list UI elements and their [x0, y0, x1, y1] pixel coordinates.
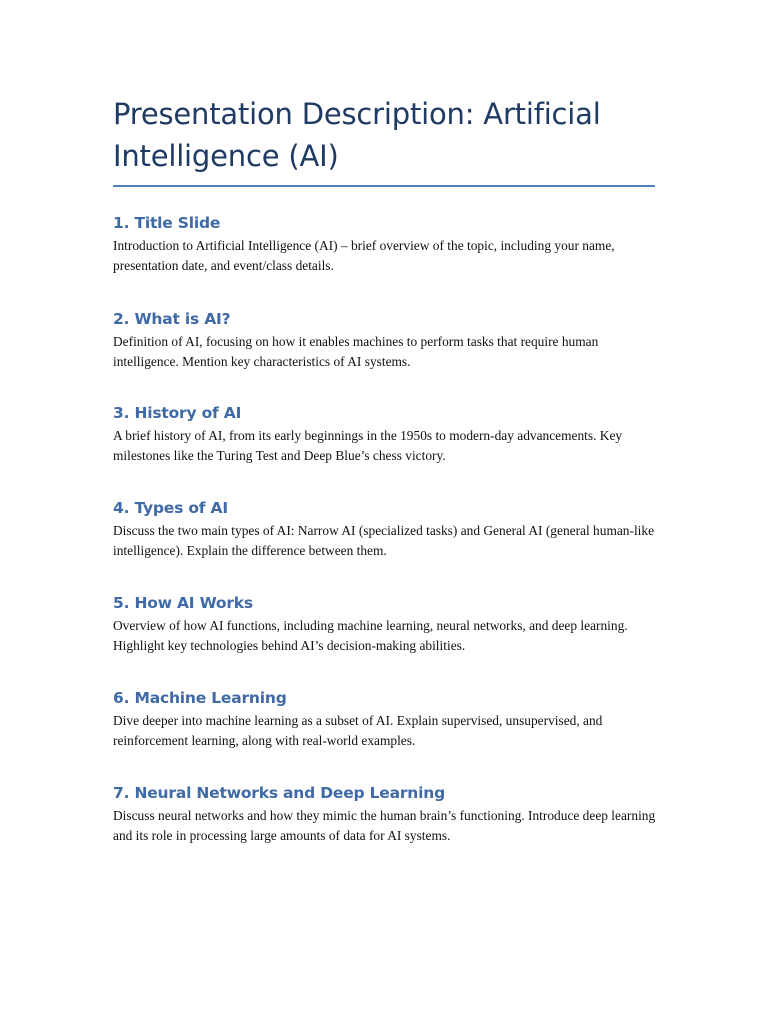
document-page: [113, 93, 656, 843]
section-heading: 2. What is AI?: [113, 310, 231, 328]
section-body: Discuss neural networks and how they mimic the human brain’s functioning. Introduce deep learning and its role in processing large amounts of data for AI systems.: [113, 808, 656, 843]
section-heading: 7. Neural Networks and Deep Learning: [113, 784, 445, 802]
section-body: Introduction to Artificial Intelligence (AI) – brief overview of the topic, including your name, presentation date, and event/class details.: [113, 238, 615, 273]
section-how-ai-works: [113, 593, 656, 656]
section-neural-networks: [113, 783, 656, 846]
section-heading: 3. History of AI: [113, 404, 242, 422]
section-heading: 5. How AI Works: [113, 594, 253, 612]
section-body: Discuss the two main types of AI: Narrow AI (specialized tasks) and General AI (general human-like intelligence). Explain the difference between them.: [113, 523, 655, 558]
section-types-of-ai: [113, 498, 656, 561]
section-heading: 6. Machine Learning: [113, 689, 287, 707]
section-what-is-ai: [113, 309, 656, 372]
section-machine-learning: [113, 688, 656, 751]
section-heading: 1. Title Slide: [113, 214, 221, 232]
section-body: Overview of how AI functions, including machine learning, neural networks, and deep learning. Highlight key technologies behind AI’s decision-making abilities.: [113, 618, 628, 653]
section-history-of-ai: [113, 403, 656, 466]
section-body: Dive deeper into machine learning as a subset of AI. Explain supervised, unsupervised, and reinforcement learning, along with real-world examples.: [113, 713, 603, 748]
section-title-slide: [113, 213, 656, 276]
section-body: A brief history of AI, from its early beginnings in the 1950s to modern-day advancements. Key milestones like the Turing Test and Deep Blue’s chess victory.: [113, 428, 623, 463]
section-body: Definition of AI, focusing on how it enables machines to perform tasks that require human intelligence. Mention key characteristics of AI systems.: [113, 334, 599, 369]
section-heading: 4. Types of AI: [113, 499, 228, 517]
title-underline-divider: [113, 185, 655, 187]
document-title: Presentation Description: Artificial Intelligence (AI): [113, 97, 601, 173]
